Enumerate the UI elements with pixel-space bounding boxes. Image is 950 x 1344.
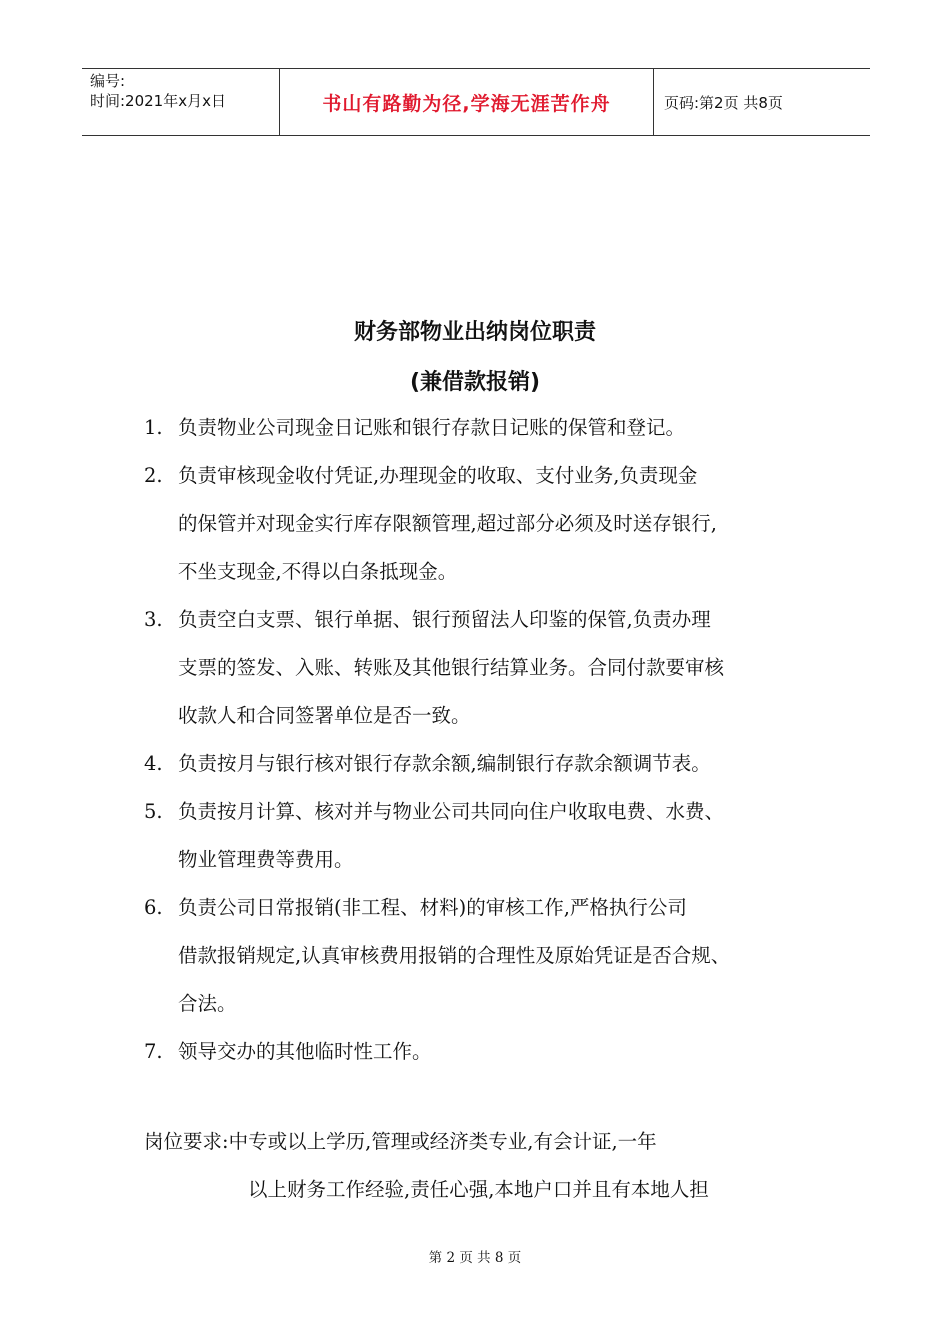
header-page-code: 页码:第2页 共8页: [664, 93, 783, 112]
item-text: 收款人和合同签署单位是否一致。: [178, 704, 471, 727]
item-text: 负责空白支票、银行单据、银行预留法人印鉴的保管,负责办理: [178, 608, 711, 631]
item-number: 7.: [144, 1040, 163, 1063]
item-text: 合法。: [178, 992, 237, 1015]
list-item: [144, 890, 844, 1022]
item-text: 的保管并对现金实行库存限额管理,超过部分必须及时送存银行,: [178, 512, 717, 535]
header-left-cell: [82, 69, 280, 135]
item-text: 不坐支现金,不得以白条抵现金。: [178, 560, 458, 583]
document-subtitle: (兼借款报销): [409, 370, 541, 395]
list-item: [144, 458, 844, 590]
item-text: 负责按月与银行核对银行存款余额,编制银行存款余额调节表。: [178, 752, 711, 775]
number-label: 编号:: [90, 72, 126, 90]
page-footer: 第 2 页 共 8 页: [428, 1250, 522, 1266]
list-item: [144, 746, 844, 782]
time-label: 时间:2021年x月x日: [90, 92, 226, 110]
document-title: 财务部物业出纳岗位职责: [353, 320, 596, 345]
list-item: [144, 794, 844, 878]
header-motto: 书山有路勤为径,学海无涯苦作舟: [280, 69, 654, 135]
requirements-line-1: 岗位要求:中专或以上学历,管理或经济类专业,有会计证,一年: [144, 1130, 657, 1153]
item-number: 6.: [144, 896, 163, 919]
list-item: [144, 1034, 844, 1070]
list-item: [144, 410, 844, 446]
item-text: 负责按月计算、核对并与物业公司共同向住户收取电费、水费、: [178, 800, 725, 823]
requirements-line-2: 以上财务工作经验,责任心强,本地户口并且有本地人担: [248, 1178, 709, 1201]
item-number: 1.: [144, 416, 163, 439]
item-number: 3.: [144, 608, 163, 631]
item-text: 负责公司日常报销(非工程、材料)的审核工作,严格执行公司: [178, 896, 687, 919]
item-text: 负责审核现金收付凭证,办理现金的收取、支付业务,负责现金: [178, 464, 698, 487]
item-text: 借款报销规定,认真审核费用报销的合理性及原始凭证是否合规、: [178, 944, 731, 967]
item-number: 2.: [144, 464, 163, 487]
item-text: 领导交办的其他临时性工作。: [178, 1040, 432, 1063]
item-text: 负责物业公司现金日记账和银行存款日记账的保管和登记。: [178, 416, 686, 439]
item-text: 支票的签发、入账、转账及其他银行结算业务。合同付款要审核: [178, 656, 725, 679]
item-number: 4.: [144, 752, 163, 775]
item-text: 物业管理费等费用。: [178, 848, 354, 871]
item-number: 5.: [144, 800, 163, 823]
list-item: [144, 602, 844, 734]
job-requirements: [144, 1124, 709, 1220]
page-header: [82, 68, 870, 136]
duty-list: [144, 410, 844, 1082]
